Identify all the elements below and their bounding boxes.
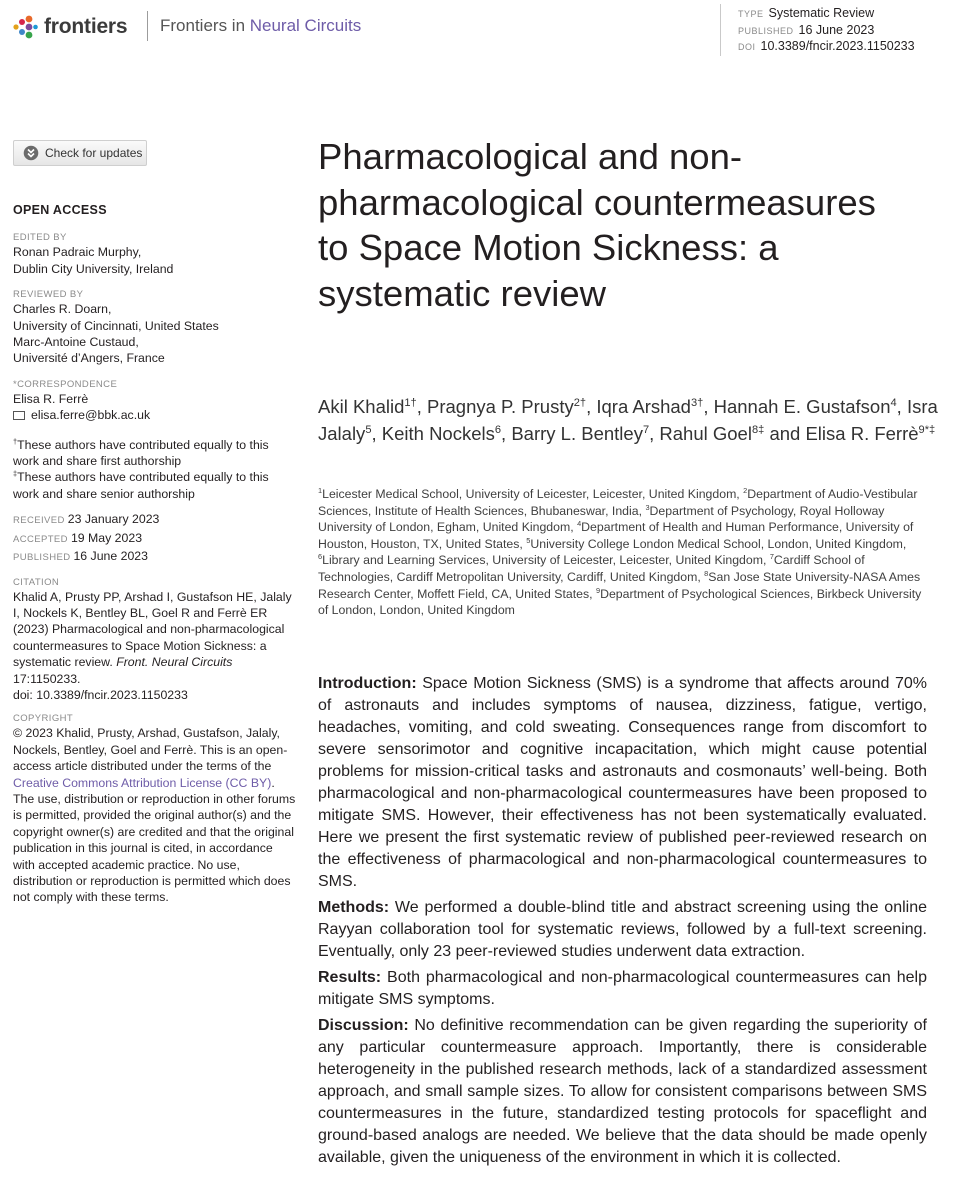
affiliation-text: Library and Learning Services, University of Leicester, Leicester, United Kingdom, bbox=[322, 553, 770, 568]
doi-value[interactable]: 10.3389/fncir.2023.1150233 bbox=[760, 39, 915, 53]
frontiers-logo[interactable] bbox=[12, 10, 127, 44]
correspondence-email-text[interactable]: elisa.ferre@bbk.ac.uk bbox=[31, 408, 151, 423]
article-title: Pharmacological and non-pharmacological countermeasures to Space Motion Sickness: a systematic review bbox=[318, 136, 876, 314]
author-name[interactable]: Barry L. Bentley bbox=[511, 423, 643, 444]
author-separator: , bbox=[416, 396, 428, 417]
citation-volume: 17:1150233. bbox=[13, 671, 81, 686]
author-name[interactable]: Keith Nockels bbox=[381, 423, 495, 444]
author-affiliation-mark: 3† bbox=[690, 396, 704, 409]
author[interactable] bbox=[714, 396, 897, 417]
article-sidebar bbox=[13, 202, 298, 906]
author-separator: and bbox=[764, 423, 806, 444]
reviewer-line: Université d’Angers, France bbox=[13, 351, 165, 366]
reviewed-by-label: REVIEWED BY bbox=[13, 289, 84, 301]
affiliation-number: 3 bbox=[645, 502, 650, 512]
published-value-sidebar: 16 June 2023 bbox=[73, 549, 148, 564]
author-affiliation-mark: 7 bbox=[642, 423, 650, 436]
affiliation-text: University College London Medical School, London, United Kingdom, bbox=[530, 536, 907, 551]
equal-senior-note bbox=[13, 469, 298, 502]
journal-name-highlight: Neural Circuits bbox=[249, 16, 362, 35]
author-name[interactable]: Iqra Arshad bbox=[596, 396, 691, 417]
abstract-section bbox=[318, 673, 927, 893]
citation-doi[interactable]: doi: 10.3389/fncir.2023.1150233 bbox=[13, 687, 188, 702]
author-name[interactable]: Elisa R. Ferrè bbox=[805, 423, 919, 444]
author-name[interactable]: Rahul Goel bbox=[659, 423, 752, 444]
abstract-section-text: We performed a double-blind title and abstract screening using the online Rayyan collaboration tool for systematic reviews, followed by a full-text screening. Eventually, only 23 peer-reviewed studies underwent data extraction. bbox=[318, 899, 927, 960]
equal-first-note-text: These authors have contributed equally to this work and share first authorship bbox=[13, 437, 269, 469]
citation-block bbox=[13, 589, 298, 704]
author-list bbox=[318, 393, 948, 447]
affiliation-text: San Jose State University-NASA Ames Research Center, Moffett Field, CA, United States, bbox=[318, 569, 921, 601]
article-type-value: Systematic Review bbox=[768, 6, 875, 20]
abstract-section bbox=[318, 897, 927, 963]
author[interactable] bbox=[382, 423, 501, 444]
author-affiliation-mark: 9*‡ bbox=[918, 423, 936, 436]
reviewer-line: Marc-Antoine Custaud, bbox=[13, 335, 139, 350]
affiliation-number: 8 bbox=[704, 568, 709, 578]
author-affiliation-mark: 1† bbox=[404, 396, 417, 409]
copyright-block bbox=[13, 725, 298, 905]
author-affiliation-mark: 8‡ bbox=[751, 423, 765, 436]
author-name[interactable]: Akil Khalid bbox=[318, 396, 405, 417]
published-value: 16 June 2023 bbox=[798, 23, 875, 37]
abstract bbox=[318, 673, 927, 1173]
affiliation-number: 7 bbox=[769, 552, 774, 562]
affiliation-number: 4 bbox=[577, 519, 582, 529]
edited-by-label: EDITED BY bbox=[13, 232, 67, 244]
author-separator: , bbox=[703, 396, 714, 417]
affiliation-list bbox=[318, 486, 930, 619]
author-name[interactable]: Hannah E. Gustafson bbox=[713, 396, 891, 417]
affiliation-text: Leicester Medical School, University of Leicester, Leicester, United Kingdom, bbox=[322, 487, 744, 501]
abstract-section-heading: Discussion: bbox=[318, 1017, 409, 1034]
abstract-section-text: Both pharmacological and non-pharmacological countermeasures can help mitigate SMS symptoms. bbox=[318, 969, 927, 1008]
accepted-value: 19 May 2023 bbox=[70, 530, 143, 545]
author[interactable] bbox=[805, 423, 935, 444]
accepted-date bbox=[13, 530, 298, 548]
affiliation-text: Cardiff School of Technologies, Cardiff Metropolitan University, Cardiff, United Kingdom, bbox=[318, 553, 865, 584]
equal-senior-note-text: These authors have contributed equally to this work and share senior authorship bbox=[13, 470, 269, 501]
author-separator: , bbox=[586, 396, 597, 417]
check-for-updates-button[interactable] bbox=[13, 140, 147, 166]
frontiers-logo-icon bbox=[12, 14, 38, 40]
citation-label: CITATION bbox=[13, 576, 60, 588]
affiliation-text: Department of Psychological Sciences, Birkbeck University of London, London, United Kingdom bbox=[318, 586, 922, 618]
dagger-mark: † bbox=[13, 436, 18, 446]
affiliation-number: 9 bbox=[595, 585, 601, 595]
received-date bbox=[13, 511, 298, 529]
author-separator: , bbox=[896, 396, 907, 417]
author-separator: , bbox=[649, 423, 660, 444]
abstract-section-heading: Introduction: bbox=[318, 675, 417, 692]
history-dates bbox=[13, 511, 298, 566]
abstract-section-heading: Methods: bbox=[318, 899, 390, 916]
published-date-sidebar bbox=[13, 548, 298, 566]
copyright-text-post: . The use, distribution or reproduction in other forums is permitted, provided the original author(s) and the copyright owner(s) are credited and that the original publication in this journal is cited, in accordance with accepted academic practice. No use, distribution or reproduction is permitted which does not comply with these terms. bbox=[13, 775, 296, 905]
copyright-label: COPYRIGHT bbox=[13, 713, 74, 725]
author-name[interactable]: Isra Jalaly bbox=[318, 396, 938, 444]
affiliation-number: 2 bbox=[743, 485, 748, 495]
correspondence-name: Elisa R. Ferrè bbox=[13, 391, 89, 406]
meta-divider bbox=[720, 4, 721, 56]
article-doi bbox=[738, 39, 915, 53]
journal-name-prefix: Frontiers in bbox=[160, 16, 250, 35]
author[interactable] bbox=[318, 396, 417, 417]
author[interactable] bbox=[659, 423, 764, 444]
abstract-section bbox=[318, 1015, 927, 1169]
check-updates-label: Check for updates bbox=[45, 146, 143, 160]
affiliation-text: Department of Audio-Vestibular Sciences, Institute of Health Sciences, Bhubaneswar, India, bbox=[318, 487, 918, 518]
author-name[interactable]: Pragnya P. Prusty bbox=[427, 396, 574, 417]
correspondence-label: *CORRESPONDENCE bbox=[13, 378, 118, 390]
article-type-label: TYPE bbox=[738, 9, 764, 19]
affiliation-text: Department of Health and Human Performance, University of Houston, Houston, TX, United States, bbox=[318, 520, 914, 551]
check-updates-icon bbox=[23, 145, 39, 161]
abstract-section-text: Space Motion Sickness (SMS) is a syndrome that affects around 70% of astronauts and includes symptoms of nausea, dizziness, fatigue, vertigo, headaches, vomiting, and cold sweating. Consequences range from discomfort to severe sensorimotor and cognitive incapacitation, which might cause potential problems for mission-critical tasks and astronauts and cosmonauts’ well-being. Both pharmacological and non-pharmacological countermeasures have been proposed to mitigate SMS. However, their effectiveness has not been systematically evaluated. Here we present the first systematic review of published peer-reviewed research on the effectiveness of pharmacological and non-pharmacological countermeasures to SMS. bbox=[318, 675, 927, 890]
frontiers-logo-text: frontiers bbox=[44, 15, 128, 38]
author-separator: , bbox=[501, 423, 512, 444]
header-divider bbox=[147, 11, 148, 41]
journal-name[interactable] bbox=[160, 16, 361, 36]
author[interactable] bbox=[427, 396, 586, 417]
received-value: 23 January 2023 bbox=[67, 512, 160, 527]
author-separator: , bbox=[371, 423, 382, 444]
author-affiliation-mark: 4 bbox=[890, 396, 897, 409]
article-type bbox=[738, 6, 874, 20]
editor-line: Ronan Padraic Murphy, bbox=[13, 245, 142, 260]
open-access-heading: OPEN ACCESS bbox=[13, 203, 107, 217]
author[interactable] bbox=[511, 423, 649, 444]
double-dagger-mark: ‡ bbox=[13, 469, 18, 479]
reviewer-line: Charles R. Doarn, bbox=[13, 302, 112, 317]
correspondence-email[interactable] bbox=[13, 407, 298, 423]
equal-first-note bbox=[13, 437, 298, 470]
envelope-icon bbox=[13, 411, 25, 420]
citation-text: Khalid A, Prusty PP, Arshad I, Gustafson HE, Jalaly I, Nockels K, Bentley BL, Goel R and Ferrè ER (2023) Pharmacological and non-pharmacological countermeasures to Space Motion Sickness: a systematic review. bbox=[13, 589, 292, 670]
cc-by-license-link[interactable]: Creative Commons Attribution License (CC BY) bbox=[13, 775, 272, 790]
published-label: PUBLISHED bbox=[738, 26, 794, 36]
abstract-section-heading: Results: bbox=[318, 969, 382, 986]
citation-journal: Front. Neural Circuits bbox=[116, 655, 233, 670]
affiliation-number: 6 bbox=[318, 552, 323, 562]
accepted-label: ACCEPTED bbox=[13, 533, 68, 545]
affiliation-text: Department of Psychology, Royal Holloway University of London, Egham, United Kingdom, bbox=[318, 503, 885, 535]
reviewer-line: University of Cincinnati, United States bbox=[13, 318, 219, 333]
editor-line: Dublin City University, Ireland bbox=[13, 261, 174, 276]
author-affiliation-mark: 5 bbox=[365, 423, 372, 436]
copyright-text-pre: © 2023 Khalid, Prusty, Arshad, Gustafson, Jalaly, Nockels, Bentley, Goel and Ferrè. This is an open-access article distributed under the terms of the bbox=[13, 726, 288, 774]
published-label-sidebar: PUBLISHED bbox=[13, 552, 71, 564]
affiliation-number: 1 bbox=[318, 485, 323, 495]
author-affiliation-mark: 2† bbox=[573, 396, 587, 409]
affiliation-number: 5 bbox=[526, 535, 531, 545]
doi-label: DOI bbox=[738, 42, 756, 52]
published-date bbox=[738, 23, 874, 37]
received-label: RECEIVED bbox=[13, 515, 65, 527]
author-affiliation-mark: 6 bbox=[494, 423, 502, 436]
author[interactable] bbox=[596, 396, 703, 417]
abstract-section-text: No definitive recommendation can be given regarding the superiority of any particular countermeasure approach. Importantly, there is considerable heterogeneity in the published research methods, lack of a standardized assessment approach, and small sample sizes. To allow for consistent comparisons between SMS countermeasures in the future, standardized testing protocols for spaceflight and ground-based analogs are needed. We believe that the data should be made openly available, given the uniqueness of the environment in which it is collected. bbox=[318, 1017, 927, 1166]
abstract-section bbox=[318, 967, 927, 1011]
